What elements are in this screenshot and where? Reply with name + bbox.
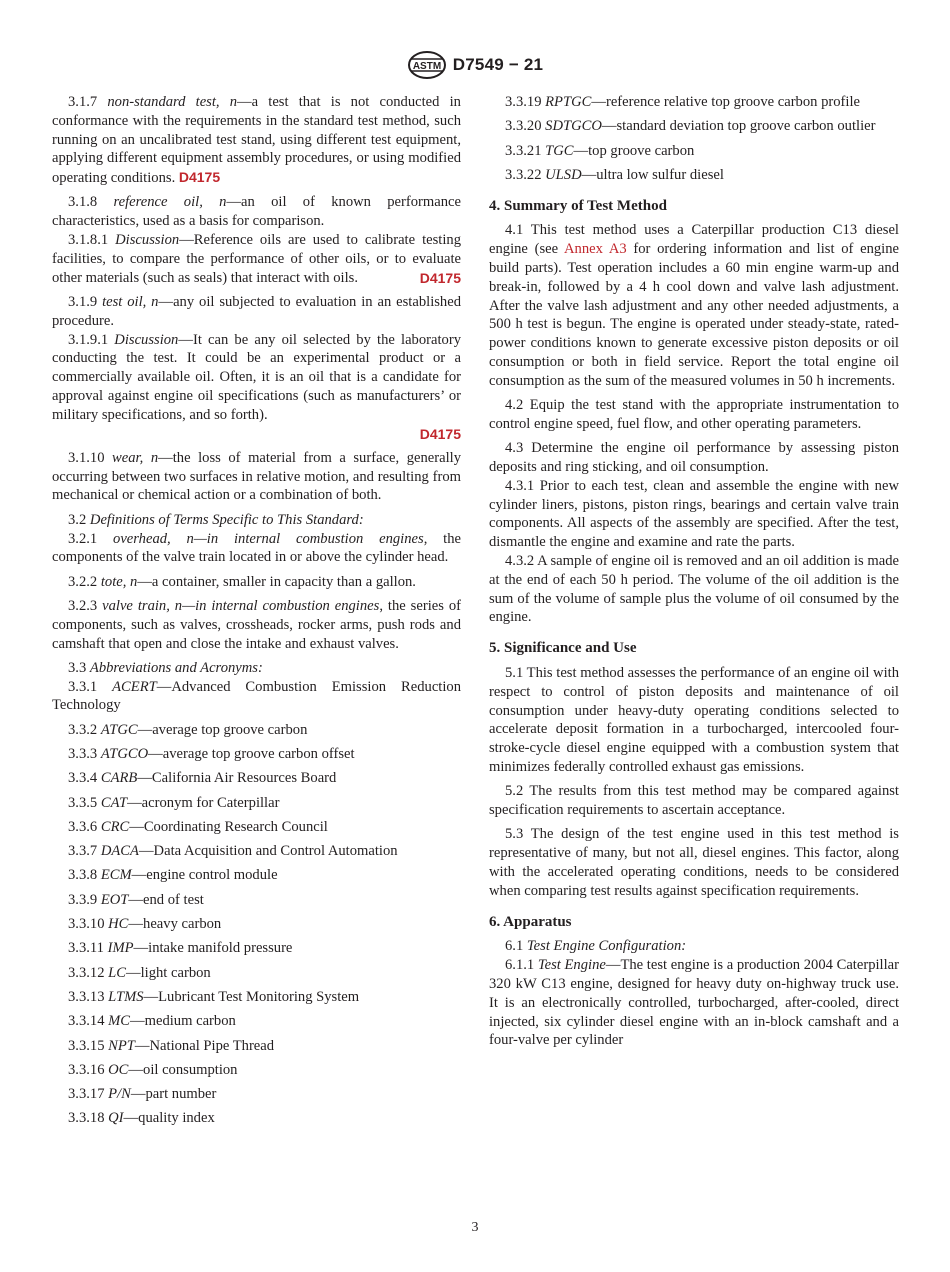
discussion-3-1-8-1: 3.1.8.1 Discussion—Reference oils are used to calibrate testing facilities, to compare the performance of other oils, or to evaluate other materials (such as seals) that interact with oils. D4175	[52, 232, 461, 286]
paragraph-5-2: 5.2 The results from this test method may be compared against specification requirements to ascertain acceptance.	[489, 783, 899, 819]
abbreviation-item: 3.3.7 DACA—Data Acquisition and Control Automation	[68, 843, 398, 860]
paragraph-4-3: 4.3 Determine the engine oil performance by assessing piston deposits and ring sticking, and oil consumption.	[489, 440, 899, 476]
paragraph-4-1: 4.1 This test method uses a Caterpillar production C13 diesel engine (see Annex A3 for ordering information and list of engine build parts). Test operation includes a 60 min engine warm-up and break-in, followed by a 4 h cool down and valve lash adjustment. After the valve lash adjustment and any other needed adjustments, a 500 h test is begun. The engine is operated under steady-state, rated-power conditions known to generate excessive piston deposits or oil consumption or both in field service. Report the total engine oil consumption as the sum of the measured volumes in 50 h increments.	[489, 222, 899, 389]
abbreviation-item: 3.3.4 CARB—California Air Resources Board	[68, 770, 337, 787]
paragraph-4-2: 4.2 Equip the test stand with the appropriate instrumentation to control engine speed, fuel flow, and other operating parameters.	[489, 397, 899, 432]
page-number: 3	[471, 1220, 479, 1235]
paragraph-5-3: 5.3 The design of the test engine used in this test method is representative of many, but not all, diesel engines. This factor, along with the accelerated operating conditions, needs to be considered when comparing test results against specification requirements.	[489, 826, 899, 899]
paragraph-5-1: 5.1 This test method assesses the performance of an engine oil with respect to control of piston deposits and maintenance of oil consumption under heavy-duty operating conditions selected to accelerate deposit formation in a turbocharged, intercooled four-stroke-cycle diesel engine equipped with a combustion system that minimizes federally controlled exhaust gas emissions.	[489, 665, 899, 775]
paragraph-4-3-2: 4.3.2 A sample of engine oil is removed and an oil addition is made at the end of each 50 h period. The volume of the oil addition is the sum of the volume of sample plus the volume of oil consumed by the engine.	[489, 553, 899, 626]
paragraph-6-1-1: 6.1.1 Test Engine—The test engine is a production 2004 Caterpillar 320 kW C13 engine, designed for heavy duty on-highway truck use. It is an electronically controlled, turbocharged, after-cooled, direct injected, six cylinder diesel engine with an in-block camshaft and a four-valve per cylinder	[489, 957, 899, 1049]
abbreviation-item: 3.3.12 LC—light carbon	[68, 964, 211, 981]
source-reference: D4175	[178, 169, 221, 186]
abbreviation-item: 3.3.1 ACERT—Advanced Combustion Emission Reduction Technology	[52, 678, 461, 714]
abbreviation-list-left	[52, 678, 461, 1129]
abbreviation-item: 3.3.10 HC—heavy carbon	[68, 916, 222, 933]
abbreviation-item: 3.3.20 SDTGCO—standard deviation top groove carbon outlier	[505, 118, 876, 135]
abbreviation-item: 3.3.11 IMP—intake manifold pressure	[68, 940, 293, 957]
paragraph-4-3-1: 4.3.1 Prior to each test, clean and assemble the engine with new cylinder liners, pistons, piston rings, bearings and certain valve train components. All aspects of the assembly are specified. After the test, dismantle the engine and examine and rate the parts.	[489, 477, 899, 551]
astm-logo-icon	[407, 50, 447, 80]
abbreviation-item: 3.3.5 CAT—acronym for Caterpillar	[68, 794, 280, 811]
section-3-2-title: 3.2 Definitions of Terms Specific to This Standard:	[68, 511, 364, 528]
abbreviation-item: 3.3.19 RPTGC—reference relative top groove carbon profile	[505, 94, 860, 110]
abbreviation-item: 3.3.6 CRC—Coordinating Research Council	[68, 818, 328, 835]
page-header	[0, 50, 950, 80]
paragraph-6-1: 6.1 Test Engine Configuration:	[505, 938, 687, 955]
abbreviation-list-right	[489, 93, 899, 185]
definition-3-1-10: 3.1.10 wear, n—the loss of material from a surface, generally occurring between two surfaces in relative motion, and resulting from mechanical or chemical action or a combination of both.	[52, 449, 461, 504]
abbreviation-item: 3.3.14 MC—medium carbon	[68, 1013, 236, 1030]
logo-text: ASTM	[412, 61, 441, 72]
discussion-3-1-9-1: 3.1.9.1 Discussion—It can be any oil selected by the laboratory conducting the test. It could be an experimental product or a commercially available oil. Often, it is an oil that is a candidate for approval against engine oil specifications (such as manufacturers’ or military specifications, and so forth). D4175	[52, 331, 461, 442]
definition-3-1-7: 3.1.7 non-standard test, n—a test that is not conducted in conformance with the requirements in the standard test method, such running on an uncalibrated test stand, using different test equipment, applying different equipment assembly procedures, or using modified operating conditions. D4175	[52, 94, 461, 187]
definition-3-2-1: 3.2.1 overhead, n—in internal combustion engines, the components of the valve train located in or above the cylinder head.	[52, 530, 461, 566]
abbreviation-item: 3.3.13 LTMS—Lubricant Test Monitoring System	[68, 988, 360, 1005]
abbreviation-item: 3.3.9 EOT—end of test	[68, 891, 204, 908]
abbreviation-item: 3.3.2 ATGC—average top groove carbon	[68, 721, 308, 738]
section-5-heading: 5. Significance and Use	[489, 640, 637, 657]
source-reference: D4175	[419, 269, 461, 286]
abbreviation-item: 3.3.3 ATGCO—average top groove carbon offset	[68, 746, 355, 762]
section-3-3-title: 3.3 Abbreviations and Acronyms:	[68, 659, 263, 676]
annex-a3-link[interactable]: Annex A3	[564, 241, 627, 258]
left-column	[52, 93, 461, 1134]
abbreviation-item: 3.3.15 NPT—National Pipe Thread	[68, 1037, 275, 1054]
abbreviation-item: 3.3.8 ECM—engine control module	[68, 867, 278, 884]
section-6-heading: 6. Apparatus	[489, 913, 572, 930]
definition-3-2-2: 3.2.2 tote, n—a container, smaller in capacity than a gallon.	[68, 573, 416, 590]
abbreviation-item: 3.3.22 ULSD—ultra low sulfur diesel	[505, 166, 724, 183]
definition-3-2-3: 3.2.3 valve train, n—in internal combustion engines, the series of components, such as valves, crossheads, rocker arms, push rods and camshaft that open and close the intake and exhaust valves.	[52, 597, 461, 652]
definition-3-1-8: 3.1.8 reference oil, n—an oil of known performance characteristics, used as a basis for comparison.	[52, 194, 461, 230]
abbreviation-item: 3.3.16 OC—oil consumption	[68, 1061, 238, 1078]
definition-3-1-9: 3.1.9 test oil, n—any oil subjected to evaluation in an established procedure.	[52, 293, 461, 329]
standard-designation: D7549 − 21	[452, 55, 544, 74]
source-reference: D4175	[419, 425, 461, 442]
right-column	[489, 93, 899, 1056]
abbreviation-item: 3.3.21 TGC—top groove carbon	[505, 142, 695, 159]
abbreviation-item: 3.3.18 QI—quality index	[68, 1110, 215, 1127]
section-4-heading: 4. Summary of Test Method	[489, 197, 667, 214]
abbreviation-item: 3.3.17 P/N—part number	[68, 1086, 217, 1103]
